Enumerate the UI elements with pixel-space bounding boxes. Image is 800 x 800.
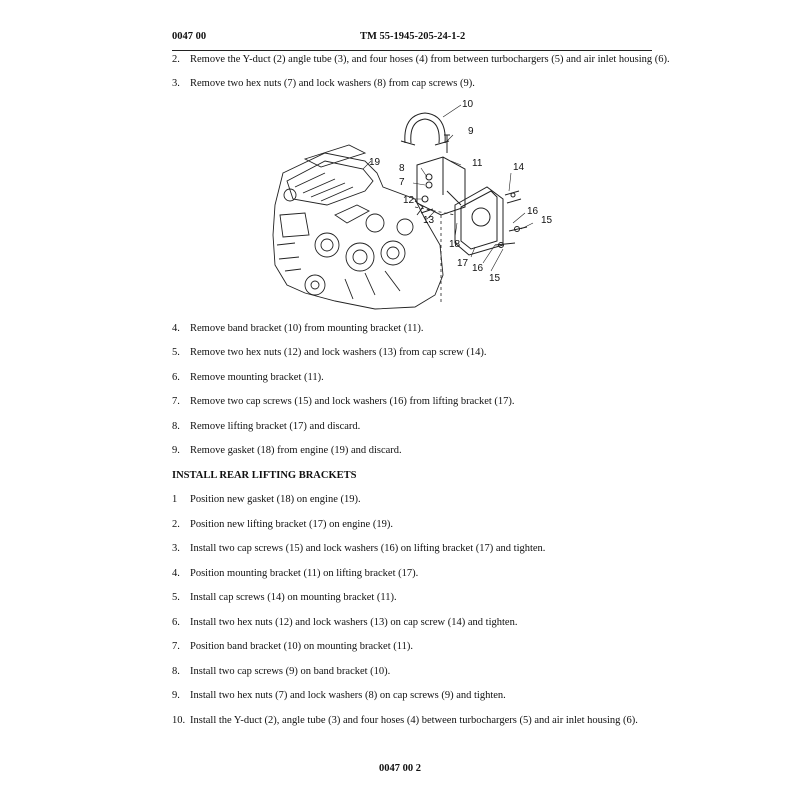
step-text: Position mounting bracket (11) on lifting bracket (17).: [190, 568, 419, 579]
install-step: [172, 641, 413, 653]
step-text: Remove two hex nuts (7) and lock washers (8) from cap screws (9).: [190, 78, 475, 89]
removal-step: [172, 445, 402, 457]
step-text: Position new lifting bracket (17) on engine (19).: [190, 519, 393, 530]
rear-lifting-bracket-exploded-figure: [265, 95, 555, 310]
callout-label: 12: [403, 195, 415, 206]
install-step: [172, 543, 545, 555]
step-number: 1: [172, 494, 178, 505]
header-manual-number: TM 55-1945-205-24-1-2: [360, 31, 466, 42]
step-number: 6.: [172, 372, 180, 383]
step-text: Remove lifting bracket (17) and discard.: [190, 421, 361, 432]
callout-label: 11: [472, 158, 483, 169]
step-number: 2.: [172, 54, 180, 65]
removal-step: [172, 54, 670, 66]
step-text: Remove two cap screws (15) and lock washers (16) from lifting bracket (17).: [190, 396, 515, 407]
step-number: 8.: [172, 666, 180, 677]
step-text: Remove gasket (18) from engine (19) and discard.: [190, 445, 402, 456]
callout-label: 17: [457, 258, 469, 269]
callout-label: 8: [399, 163, 405, 174]
callout-label: 13: [423, 215, 435, 226]
step-number: 4.: [172, 323, 180, 334]
step-text: Install two cap screws (15) and lock washers (16) on lifting bracket (17) and tighten.: [190, 543, 546, 554]
callout-label: 16: [527, 206, 539, 217]
step-text: Remove the Y-duct (2) angle tube (3), and four hoses (4) from between turbochargers (5) and air inlet housing (6).: [190, 54, 670, 65]
step-number: 10.: [172, 715, 186, 726]
removal-step: [172, 421, 360, 433]
step-number: 5.: [172, 347, 180, 358]
header-work-package-number: 0047 00: [172, 31, 207, 42]
step-number: 9.: [172, 445, 180, 456]
step-number: 2.: [172, 519, 180, 530]
step-number: 5.: [172, 592, 180, 603]
install-step: [172, 690, 506, 702]
step-text: Install two cap screws (9) on band bracket (10).: [190, 666, 391, 677]
step-number: 3.: [172, 543, 180, 554]
callout-label: 9: [468, 126, 474, 137]
step-text: Install cap screws (14) on mounting bracket (11).: [190, 592, 397, 603]
step-number: 7.: [172, 641, 180, 652]
step-text: Remove band bracket (10) from mounting bracket (11).: [190, 323, 424, 334]
callout-label: 15: [541, 215, 553, 226]
callout-label: 15: [489, 273, 501, 284]
callout-label: 7: [399, 177, 405, 188]
removal-step: [172, 78, 475, 90]
step-text: Position new gasket (18) on engine (19).: [190, 494, 361, 505]
step-number: 8.: [172, 421, 180, 432]
callout-label: 19: [369, 157, 381, 168]
step-number: 4.: [172, 568, 180, 579]
step-text: Install two hex nuts (7) and lock washers (8) on cap screws (9) and tighten.: [190, 690, 506, 701]
figure-callouts: [369, 99, 553, 284]
removal-step: [172, 347, 487, 359]
step-text: Remove two hex nuts (12) and lock washers (13) from cap screw (14).: [190, 347, 487, 358]
callout-label: 18: [449, 239, 461, 250]
callout-label: 10: [462, 99, 474, 110]
step-number: 7.: [172, 396, 180, 407]
step-text: Install two hex nuts (12) and lock washers (13) on cap screw (14) and tighten.: [190, 617, 518, 628]
callout-label: 14: [513, 162, 525, 173]
step-text: Remove mounting bracket (11).: [190, 372, 324, 383]
callout-label: 16: [472, 263, 484, 274]
install-step: [172, 666, 390, 678]
install-step: [172, 494, 361, 506]
step-number: 3.: [172, 78, 180, 89]
header-rule: [172, 50, 652, 51]
install-step: [172, 519, 393, 531]
step-text: Position band bracket (10) on mounting bracket (11).: [190, 641, 413, 652]
step-number: 9.: [172, 690, 180, 701]
footer-page-number: 0047 00 2: [379, 763, 421, 774]
install-step: [172, 592, 397, 604]
removal-step: [172, 372, 324, 384]
removal-step: [172, 323, 423, 335]
install-step: [172, 715, 638, 727]
section-heading-install: INSTALL REAR LIFTING BRACKETS: [172, 470, 357, 481]
install-step: [172, 568, 418, 580]
removal-step: [172, 396, 515, 408]
step-text: Install the Y-duct (2), angle tube (3) and four hoses (4) between turbochargers (5) and air inlet housing (6).: [190, 715, 638, 726]
step-number: 6.: [172, 617, 180, 628]
install-step: [172, 617, 517, 629]
